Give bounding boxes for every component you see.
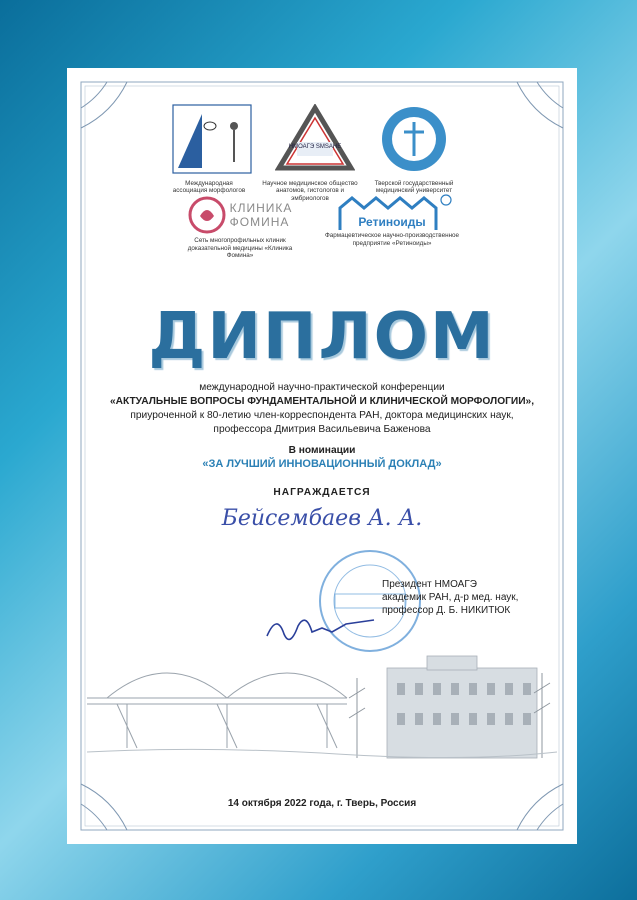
recipient-name: Бейсембаев А. А. <box>221 506 423 531</box>
diploma-sheet <box>67 68 577 844</box>
nmoage-badge-text: НМОАГЭ SMSAHE <box>288 144 342 150</box>
president-line-3: профессор Д. Б. НИКИТЮК <box>382 605 511 616</box>
awarded-label: НАГРАЖДАЕТСЯ <box>273 487 371 498</box>
ima-logo <box>167 104 257 195</box>
tver-bridge-illustration <box>87 648 557 768</box>
nmoage-logo <box>260 104 360 202</box>
retinoidy-caption: Фармацевтическое научно-производственное предприятие «Ретиноиды» <box>324 232 460 247</box>
retinoidy-logo <box>322 192 462 247</box>
nomination-title: «ЗА ЛУЧШИЙ ИННОВАЦИОННЫЙ ДОКЛАД» <box>202 458 442 470</box>
diploma-title: ДИПЛОМ <box>148 300 496 374</box>
tvgmu-emblem-icon <box>379 104 449 174</box>
conference-title: «АКТУАЛЬНЫЕ ВОПРОСЫ ФУНДАМЕНТАЛЬНОЙ И КЛИНИЧЕСКОЙ МОРФОЛОГИИ», <box>109 396 535 407</box>
conference-line-3: приуроченной к 80-летию член-корреспондента РАН, доктора медицинских наук, <box>130 410 514 421</box>
president-line-2: академик РАН, д-р мед. наук, <box>382 592 519 603</box>
tvgmu-logo <box>364 104 464 195</box>
retinoidy-name: Ретиноиды <box>358 214 426 229</box>
fomina-caption: Сеть многопрофильных клиник доказательной медицины «Клиника Фомина» <box>187 237 293 259</box>
ima-caption: Международная ассоциация морфологов <box>172 179 246 194</box>
president-block <box>382 578 562 617</box>
nmoage-emblem-icon <box>275 104 355 174</box>
fomina-logo <box>175 196 305 260</box>
conference-line-1: международной научно-практической конференции <box>199 382 445 393</box>
fomina-name-line2: ФОМИНА <box>229 215 290 229</box>
fomina-emblem-icon <box>188 196 226 234</box>
issue-date: 14 октября 2022 года, г. Тверь, Россия <box>227 798 417 809</box>
fomina-name-line1: КЛИНИКА <box>229 201 293 215</box>
signature-icon <box>262 608 382 648</box>
tvgmu-caption: Тверской государственный медицинский университет <box>374 179 454 194</box>
nmoage-caption: Научное медицинское общество анатомов, гистологов и эмбриологов <box>262 179 358 202</box>
ima-emblem-icon <box>172 104 252 174</box>
president-line-1: Президент НМОАГЭ <box>382 579 477 590</box>
conference-line-4: профессора Дмитрия Васильевича Баженова <box>213 424 431 435</box>
nomination-label: В номинации <box>288 445 356 456</box>
